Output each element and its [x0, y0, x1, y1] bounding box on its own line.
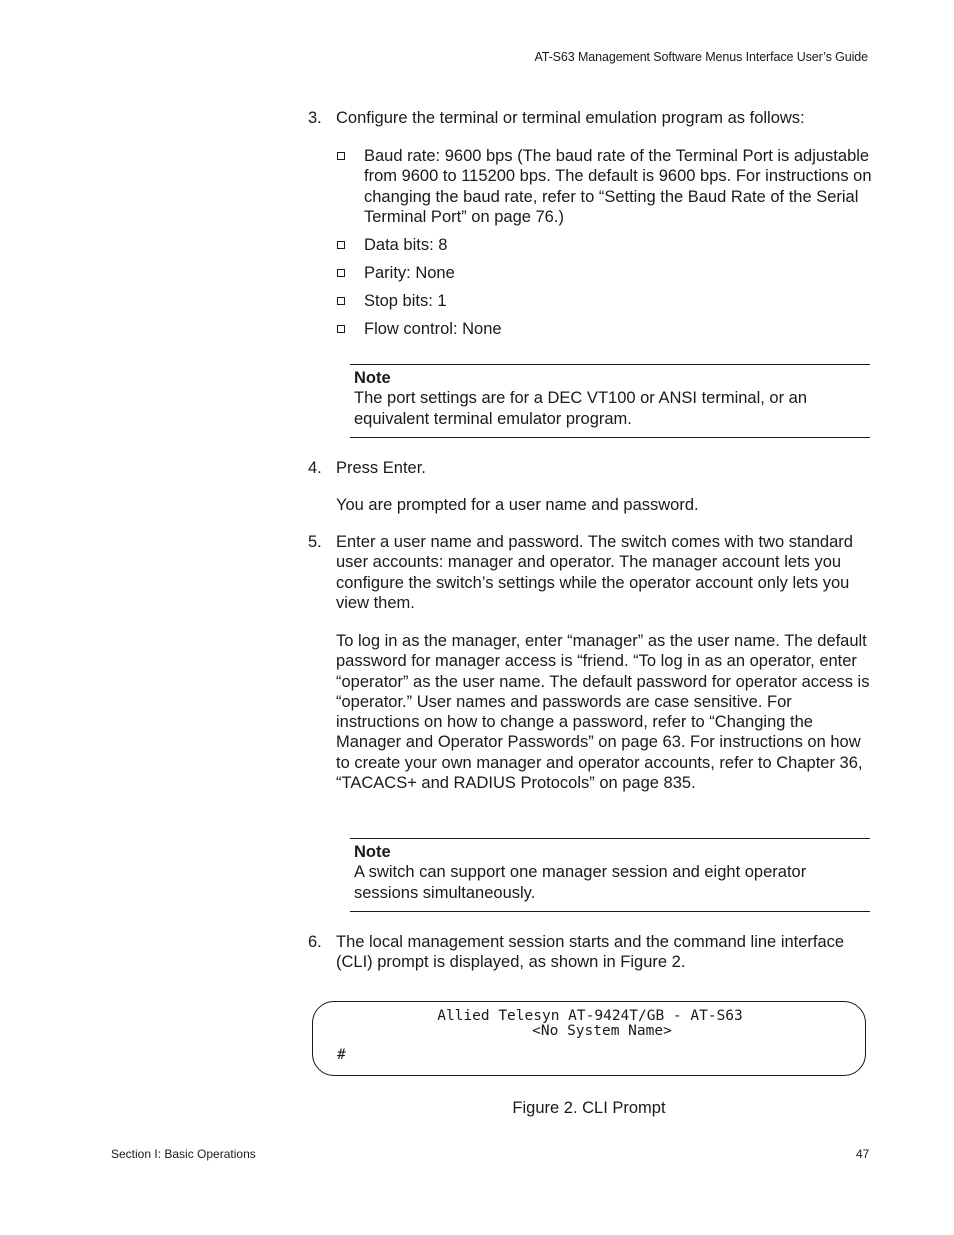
list-item: Parity: None — [364, 264, 455, 282]
checkbox-bullet-icon — [337, 297, 345, 305]
list-item: Flow control: None — [364, 320, 502, 338]
note-title: Note — [354, 369, 391, 387]
figure-caption: Figure 2. CLI Prompt — [512, 1099, 666, 1117]
step-text: The local management session starts and the command line interface (CLI) prompt is displayed, as shown in Figure 2. — [336, 933, 845, 972]
step-text: Press Enter. — [336, 459, 426, 477]
checkbox-bullet-icon — [337, 241, 345, 249]
checkbox-bullet-icon — [337, 152, 345, 160]
note-text: The port settings are for a DEC VT100 or ANSI terminal, or an equivalent terminal emulator program. — [354, 389, 808, 428]
note-box — [350, 838, 870, 912]
cli-system-name: <No System Name> — [532, 1023, 672, 1039]
note-text: A switch can support one manager session and eight operator sessions simultaneously. — [354, 863, 807, 902]
note-box — [350, 364, 870, 438]
cli-prompt-figure — [312, 1001, 866, 1076]
step-paragraph: You are prompted for a user name and password. — [336, 496, 699, 514]
footer-section: Section I: Basic Operations — [111, 1147, 256, 1161]
checkbox-bullet-icon — [337, 325, 345, 333]
step-text: Configure the terminal or terminal emulation program as follows: — [336, 109, 805, 127]
cli-prompt-symbol: # — [337, 1047, 346, 1063]
list-item: Data bits: 8 — [364, 236, 448, 254]
step-paragraph: To log in as the manager, enter “manager” as the user name. The default password for manager access is “friend. “To log in as an operator, enter “operator” as the user name. The default password for operator access is “operator.” User names and passwords are case sensitive. For instructions on how to change a password, refer to “Changing the Manager and Operator Passwords” on page 63. For instructions on how to create your own manager and operator accounts, refer to Chapter 36, “TACACS+ and RADIUS Protocols” on page 835. — [336, 632, 870, 793]
step-number: 6. — [308, 933, 322, 951]
checkbox-bullet-icon — [337, 269, 345, 277]
step-text: Enter a user name and password. The switch comes with two standard user accounts: manager and operator. The manager account lets you configure the switch’s settings while the operator account only lets you view them. — [336, 533, 853, 612]
running-header: AT-S63 Management Software Menus Interface User’s Guide — [534, 50, 868, 64]
step-number: 4. — [308, 459, 322, 477]
step-number: 5. — [308, 533, 322, 551]
list-item: Baud rate: 9600 bps (The baud rate of the Terminal Port is adjustable from 9600 to 115200 bps. The default is 9600 bps. For instructions on changing the baud rate, refer to “Setting the Baud Rate of the Serial Terminal Port” on page 76.) — [364, 147, 872, 226]
page-number: 47 — [856, 1147, 870, 1161]
cli-banner-line: Allied Telesyn AT-9424T/GB - AT-S63 — [437, 1008, 743, 1024]
list-item: Stop bits: 1 — [364, 292, 447, 310]
note-title: Note — [354, 843, 391, 861]
step-number: 3. — [308, 109, 322, 127]
